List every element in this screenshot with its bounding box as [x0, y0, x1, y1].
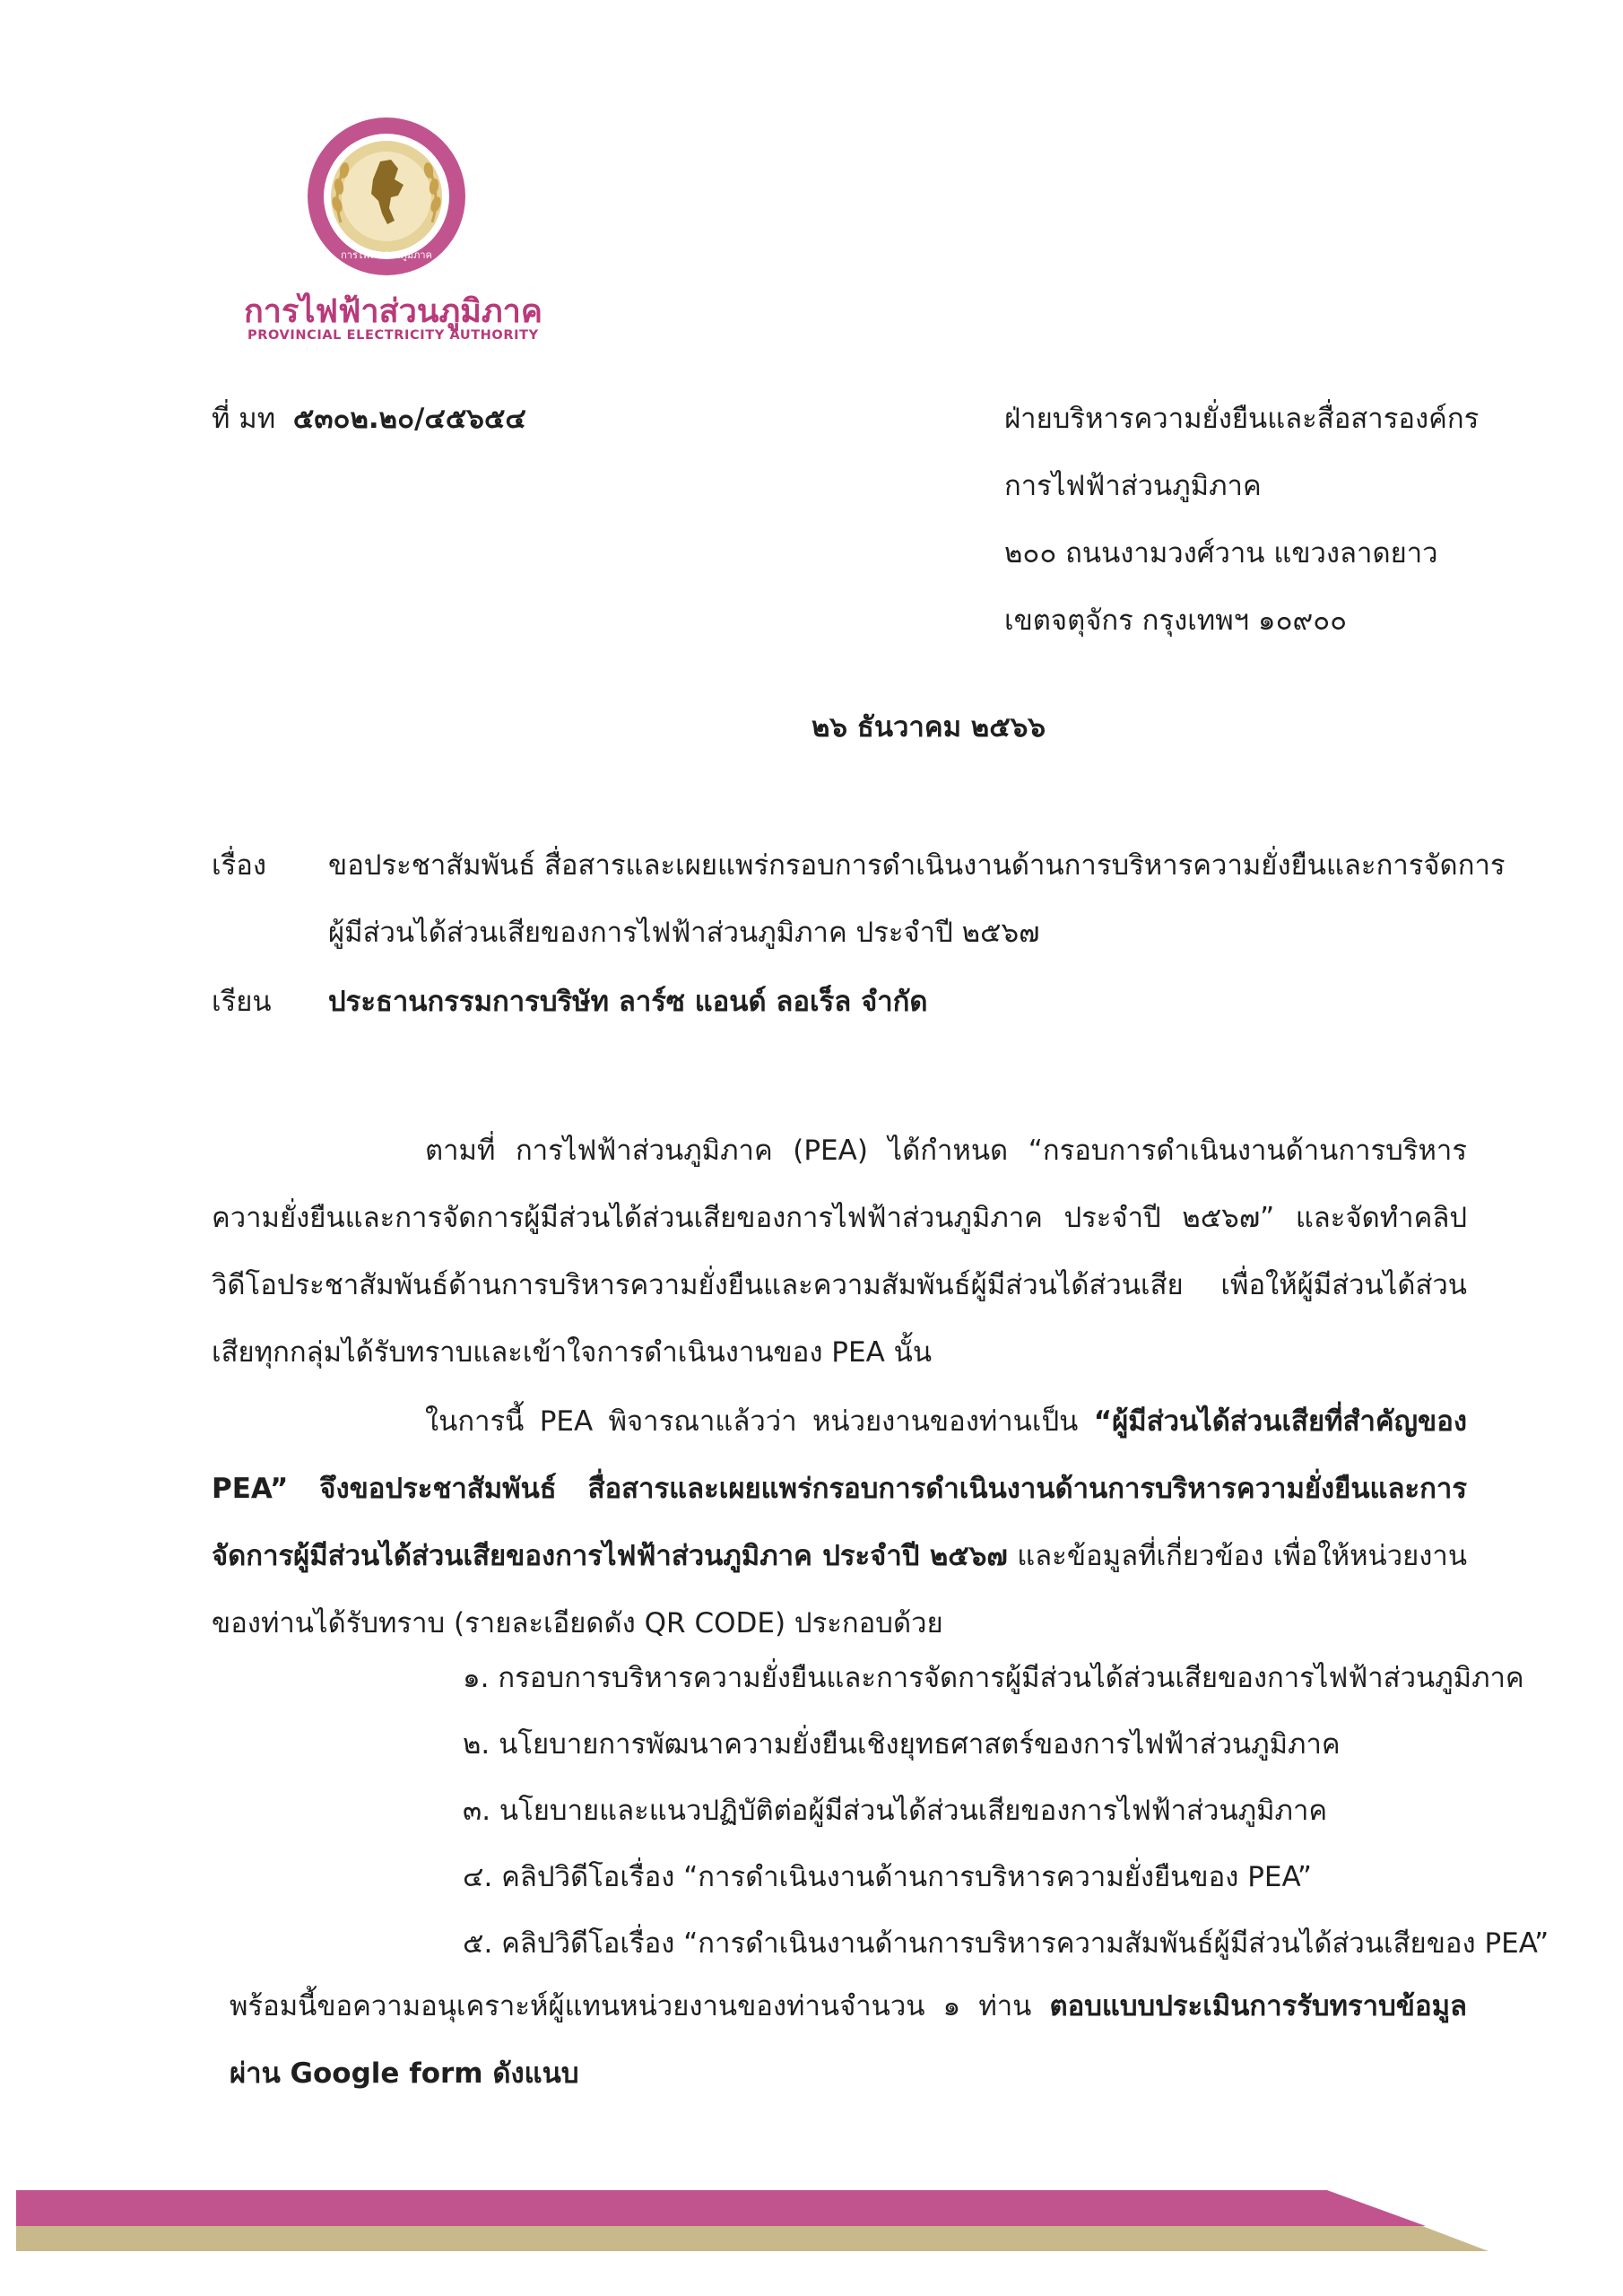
footer-stripe-pink	[16, 2190, 1426, 2226]
seal-emblem-icon	[305, 115, 468, 278]
body-paragraph-3	[230, 1973, 1467, 2108]
sender-address-line-3: ๒๐๐ ถนนงามวงศ์วาน แขวงลาดยาว	[1004, 537, 1438, 570]
attachment-item-4: ๔. คลิปวิดีโอเรื่อง “การดำเนินงานด้านการบริหารความยั่งยืนของ PEA”	[463, 1861, 1312, 1893]
org-name-english: PROVINCIAL ELECTRICITY AUTHORITY	[247, 328, 539, 343]
doc-number-value: ๕๓๐๒.๒๐/๔๕๖๕๔	[292, 403, 526, 435]
recipient-label: เรียน	[212, 986, 272, 1018]
sender-address-line-1: ฝ่ายบริหารความยั่งยืนและสื่อสารองค์กร	[1004, 403, 1480, 435]
doc-number	[212, 400, 526, 438]
pea-seal-logo	[305, 115, 468, 278]
seal-text: การไฟฟ้าส่วนภูมิภาค	[341, 249, 432, 261]
subject-line-2: ผู้มีส่วนได้ส่วนเสียของการไฟฟ้าส่วนภูมิภาค ประจำปี ๒๕๖๗	[328, 917, 1040, 949]
sender-address-line-2: การไฟฟ้าส่วนภูมิภาค	[1004, 470, 1262, 502]
subject-line-1: ขอประชาสัมพันธ์ สื่อสารและเผยแพร่กรอบการดำเนินงานด้านการบริหารความยั่งยืนและการจัดการ	[328, 849, 1506, 882]
para3-text: พร้อมนี้ขอความอนุเคราะห์ผู้แทนหน่วยงานของท่านจำนวน ๑ ท่าน	[230, 1990, 1050, 2022]
org-name-thai: การไฟฟ้าส่วนภูมิภาค	[244, 293, 542, 330]
sender-address-line-4: เขตจตุจักร กรุงเทพฯ ๑๐๙๐๐	[1004, 604, 1348, 637]
footer-stripe-decoration	[0, 2188, 1623, 2269]
letter-date: ๒๖ ธันวาคม ๒๕๖๖	[812, 711, 1046, 744]
para2-intro: ในการนี้ PEA พิจารณาแล้วว่า หน่วยงานของท่านเป็น	[425, 1405, 1094, 1438]
body-paragraph-1: ตามที่ การไฟฟ้าส่วนภูมิภาค (PEA) ได้กำหนด “กรอบการดำเนินงานด้านการบริหารความยั่งยืนและการจัดการผู้มีส่วนได้ส่วนเสียของการไฟฟ้าส่วนภูมิภาค ประจำปี ๒๕๖๗” และจัดทำคลิปวิดีโอประชาสัมพันธ์ด้านการบริหารความยั่งยืนและความสัมพันธ์ผู้มีส่วนได้ส่วนเสีย เพื่อให้ผู้มีส่วนได้ส่วนเสียทุกกลุ่มได้รับทราบและเข้าใจการดำเนินงานของ PEA นั้น	[212, 1135, 1467, 1369]
para2-tail: และข้อมูลที่เกี่ยวข้อง เพื่อให้หน่วยงานของท่านได้รับทราบ (รายละเอียดดัง QR CODE) ประกอบด้วย	[212, 1540, 1468, 1639]
body-paragraph-2	[212, 1388, 1467, 1657]
attachment-item-3: ๓. นโยบายและแนวปฏิบัติต่อผู้มีส่วนได้ส่วนเสียของการไฟฟ้าส่วนภูมิภาค	[463, 1795, 1328, 1827]
attachment-item-5: ๕. คลิปวิดีโอเรื่อง “การดำเนินงานด้านการบริหารความสัมพันธ์ผู้มีส่วนได้ส่วนเสียของ PEA”	[463, 1927, 1549, 1960]
recipient-name: ประธานกรรมการบริษัท ลาร์ซ แอนด์ ลอเร็ล จำกัด	[328, 986, 928, 1018]
attachment-item-2: ๒. นโยบายการพัฒนาความยั่งยืนเชิงยุทธศาสตร์ของการไฟฟ้าส่วนภูมิภาค	[463, 1728, 1341, 1761]
para3-bold: ตอบแบบประเมินการรับทราบข้อมูลผ่าน Google form ดังแนบ	[230, 1990, 1467, 2090]
attachment-item-1: ๑. กรอบการบริหารความยั่งยืนและการจัดการผู้มีส่วนได้ส่วนเสียของการไฟฟ้าส่วนภูมิภาค	[463, 1662, 1524, 1694]
doc-number-label: ที่ มท	[212, 403, 276, 435]
para2-bold: “ผู้มีส่วนได้ส่วนเสียที่สำคัญของ PEA” จึงขอประชาสัมพันธ์ สื่อสารและเผยแพร่กรอบการดำเนินงานด้านการบริหารความยั่งยืนและการจัดการผู้มีส่วนได้ส่วนเสียของการไฟฟ้าส่วนภูมิภาค ประจำปี ๒๕๖๗	[212, 1405, 1467, 1572]
subject-label: เรื่อง	[212, 849, 267, 882]
